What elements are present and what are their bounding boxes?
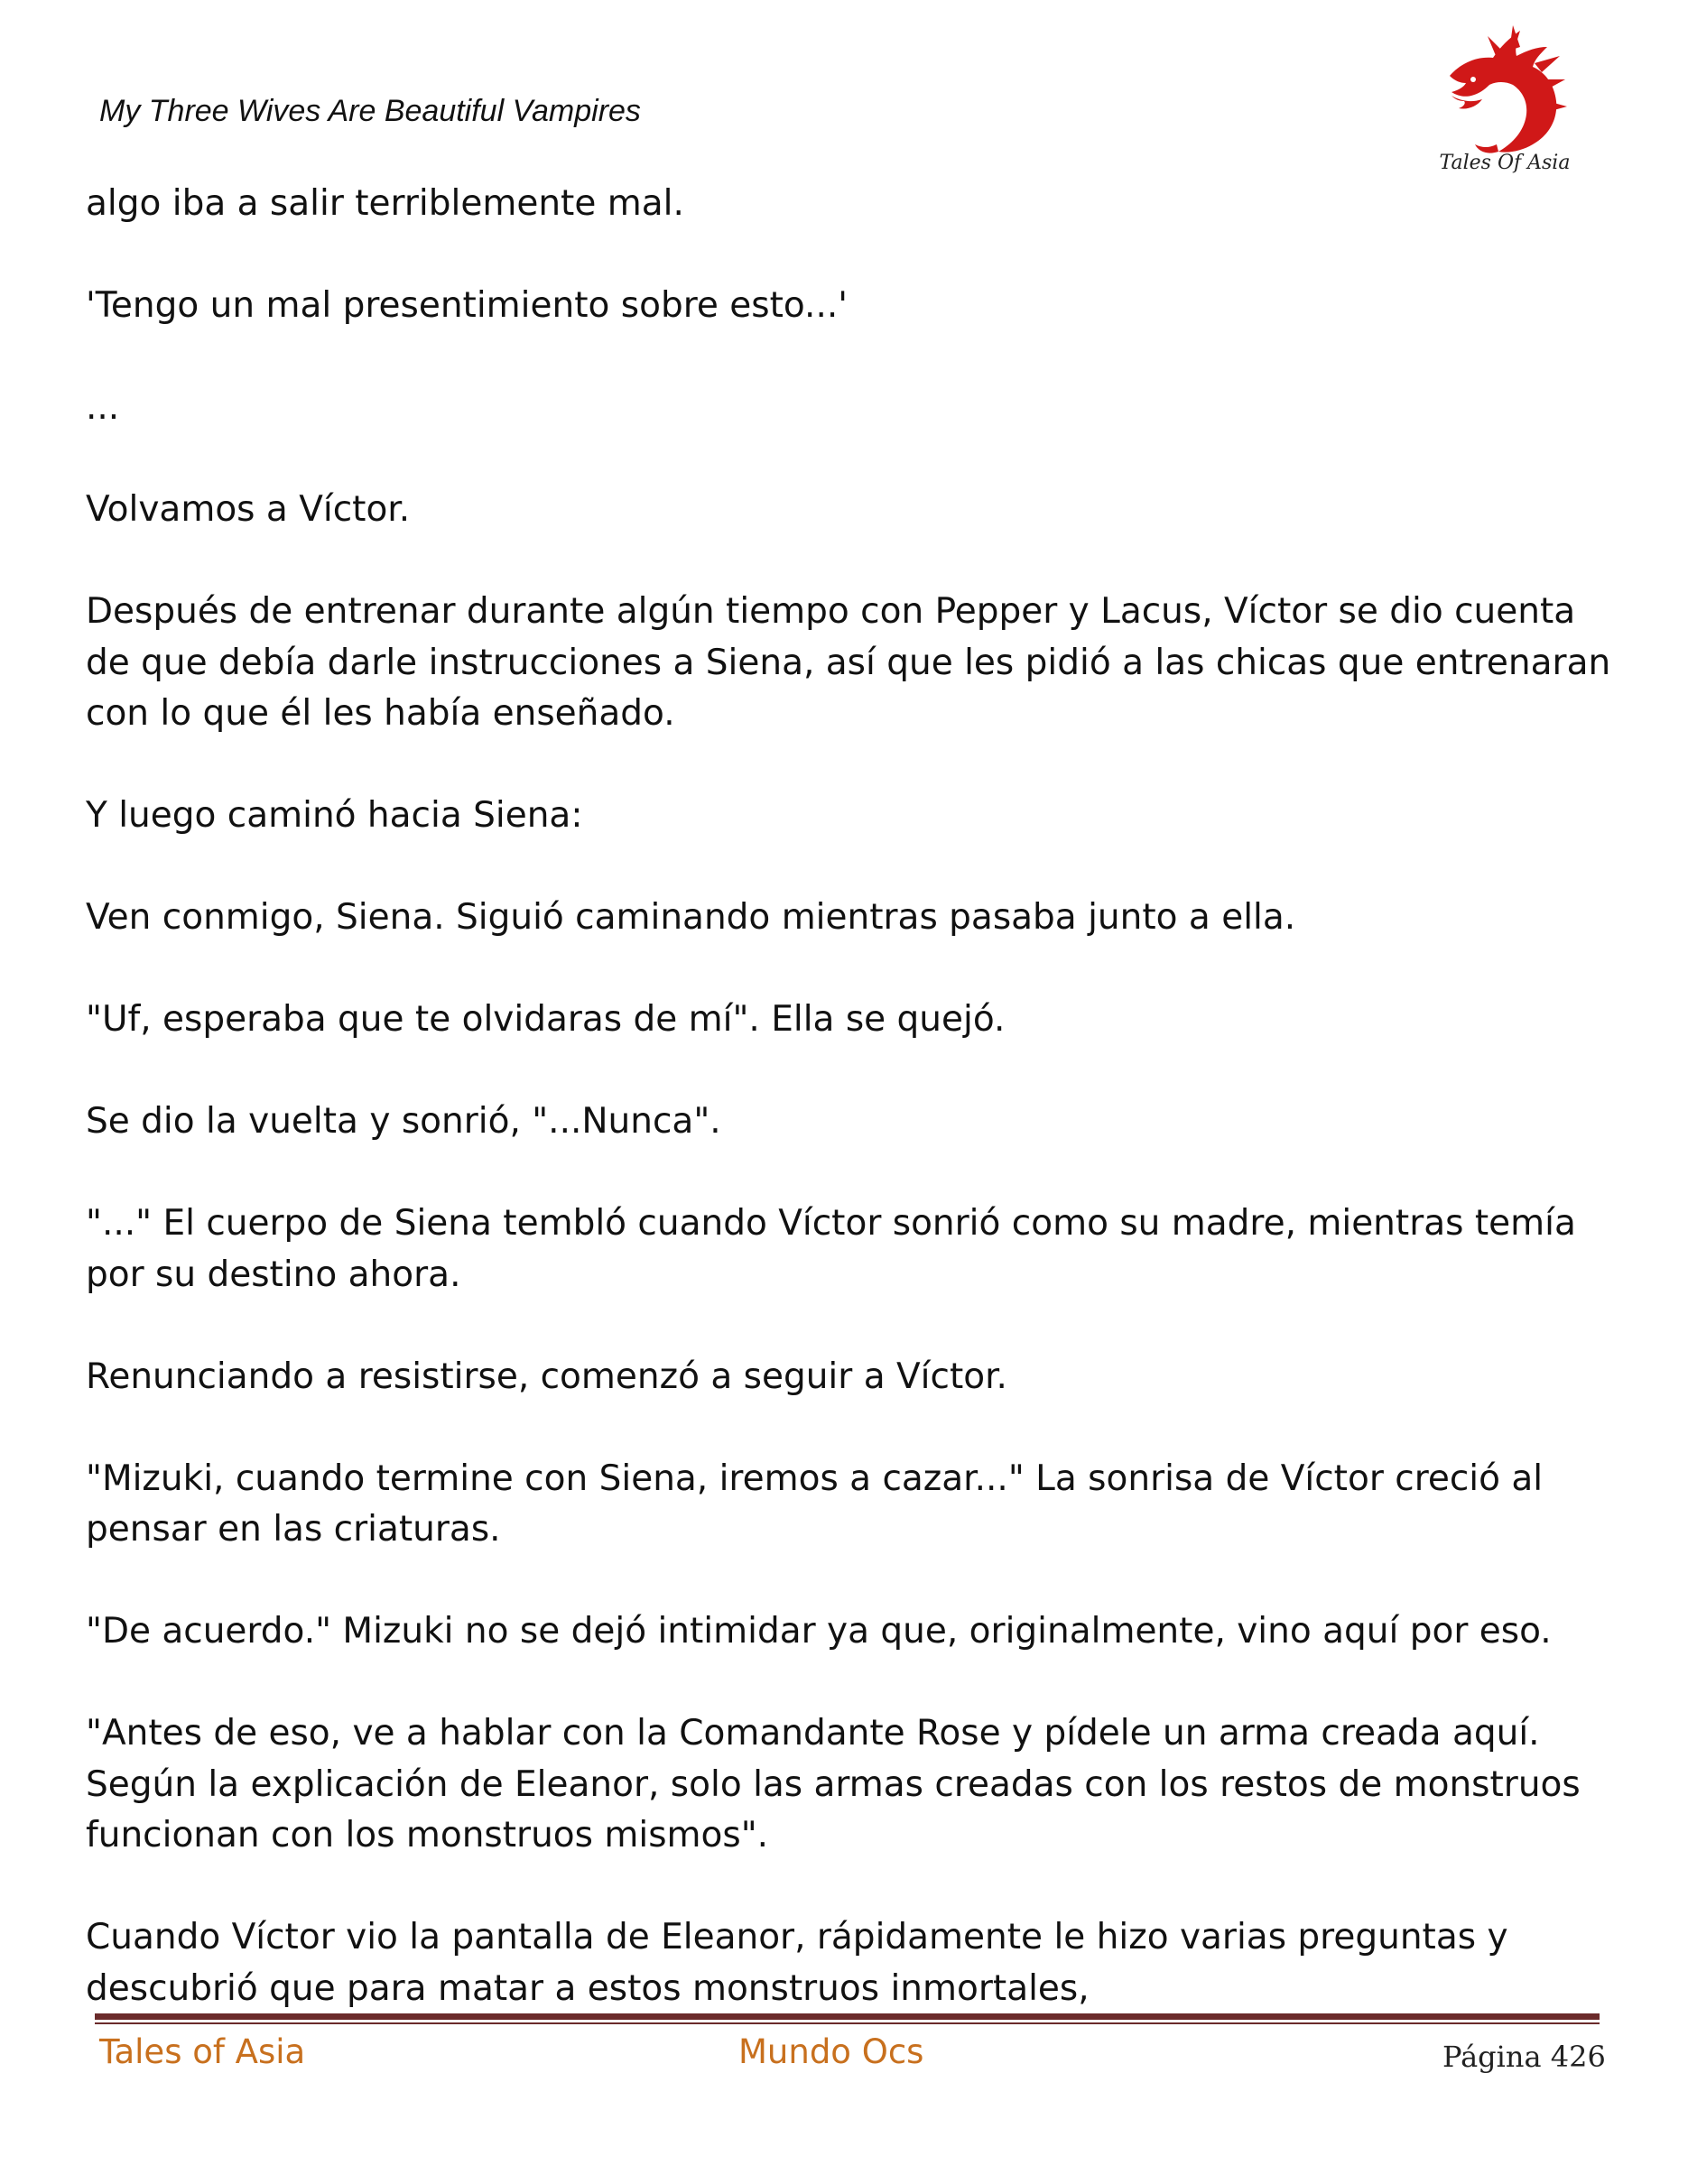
paragraph: Se dio la vuelta y sonrió, "...Nunca". <box>86 1101 721 1142</box>
paragraph: "..." El cuerpo de Siena tembló cuando Víctor sonrió como su madre, mientras temía por su destino ahora. <box>86 1203 1576 1295</box>
paragraph: "Uf, esperaba que te olvidaras de mí". Ella se quejó. <box>86 999 1006 1040</box>
footer-section: Mundo Ocs <box>738 2032 924 2071</box>
paragraph: "Mizuki, cuando termine con Siena, iremos a cazar..." La sonrisa de Víctor creció al pensar en las criaturas. <box>86 1458 1544 1550</box>
paragraph: "De acuerdo." Mizuki no se dejó intimidar ya que, originalmente, vino aquí por eso. <box>86 1611 1552 1652</box>
paragraph: ... <box>86 387 120 428</box>
footer-publisher: Tales of Asia <box>99 2032 306 2071</box>
footer-rule-thin <box>95 2022 1600 2024</box>
paragraph: Y luego caminó hacia Siena: <box>86 795 583 836</box>
body-text <box>86 179 1611 2014</box>
paragraph: Ven conmigo, Siena. Siguió caminando mientras pasaba junto a ella. <box>86 897 1296 938</box>
paragraph: Volvamos a Víctor. <box>86 489 411 530</box>
footer-rule <box>95 2013 1600 2020</box>
logo-text: Tales Of Asia <box>1439 152 1571 174</box>
paragraph: Cuando Víctor vio la pantalla de Eleanor, rápidamente le hizo varias preguntas y descubrió que para matar a estos monstruos inmortales, <box>86 1917 1508 2009</box>
page-number: Página 426 <box>1442 2040 1606 2074</box>
paragraph: Renunciando a resistirse, comenzó a seguir a Víctor. <box>86 1356 1007 1397</box>
paragraph: "Antes de eso, ve a hablar con la Comandante Rose y pídele un arma creada aquí. Según la explicación de Eleanor, solo las armas creadas con los restos de monstruos funcionan con los monstruos mismos". <box>86 1713 1581 1855</box>
paragraph: algo iba a salir terriblemente mal. <box>86 183 684 224</box>
paragraph: Después de entrenar durante algún tiempo con Pepper y Lacus, Víctor se dio cuenta de que debía darle instrucciones a Siena, así que les pidió a las chicas que entrenaran con lo que él les había enseñado. <box>86 591 1611 734</box>
paragraph: 'Tengo un mal presentimiento sobre esto...' <box>86 285 848 326</box>
book-title: My Three Wives Are Beautiful Vampires <box>99 94 641 128</box>
